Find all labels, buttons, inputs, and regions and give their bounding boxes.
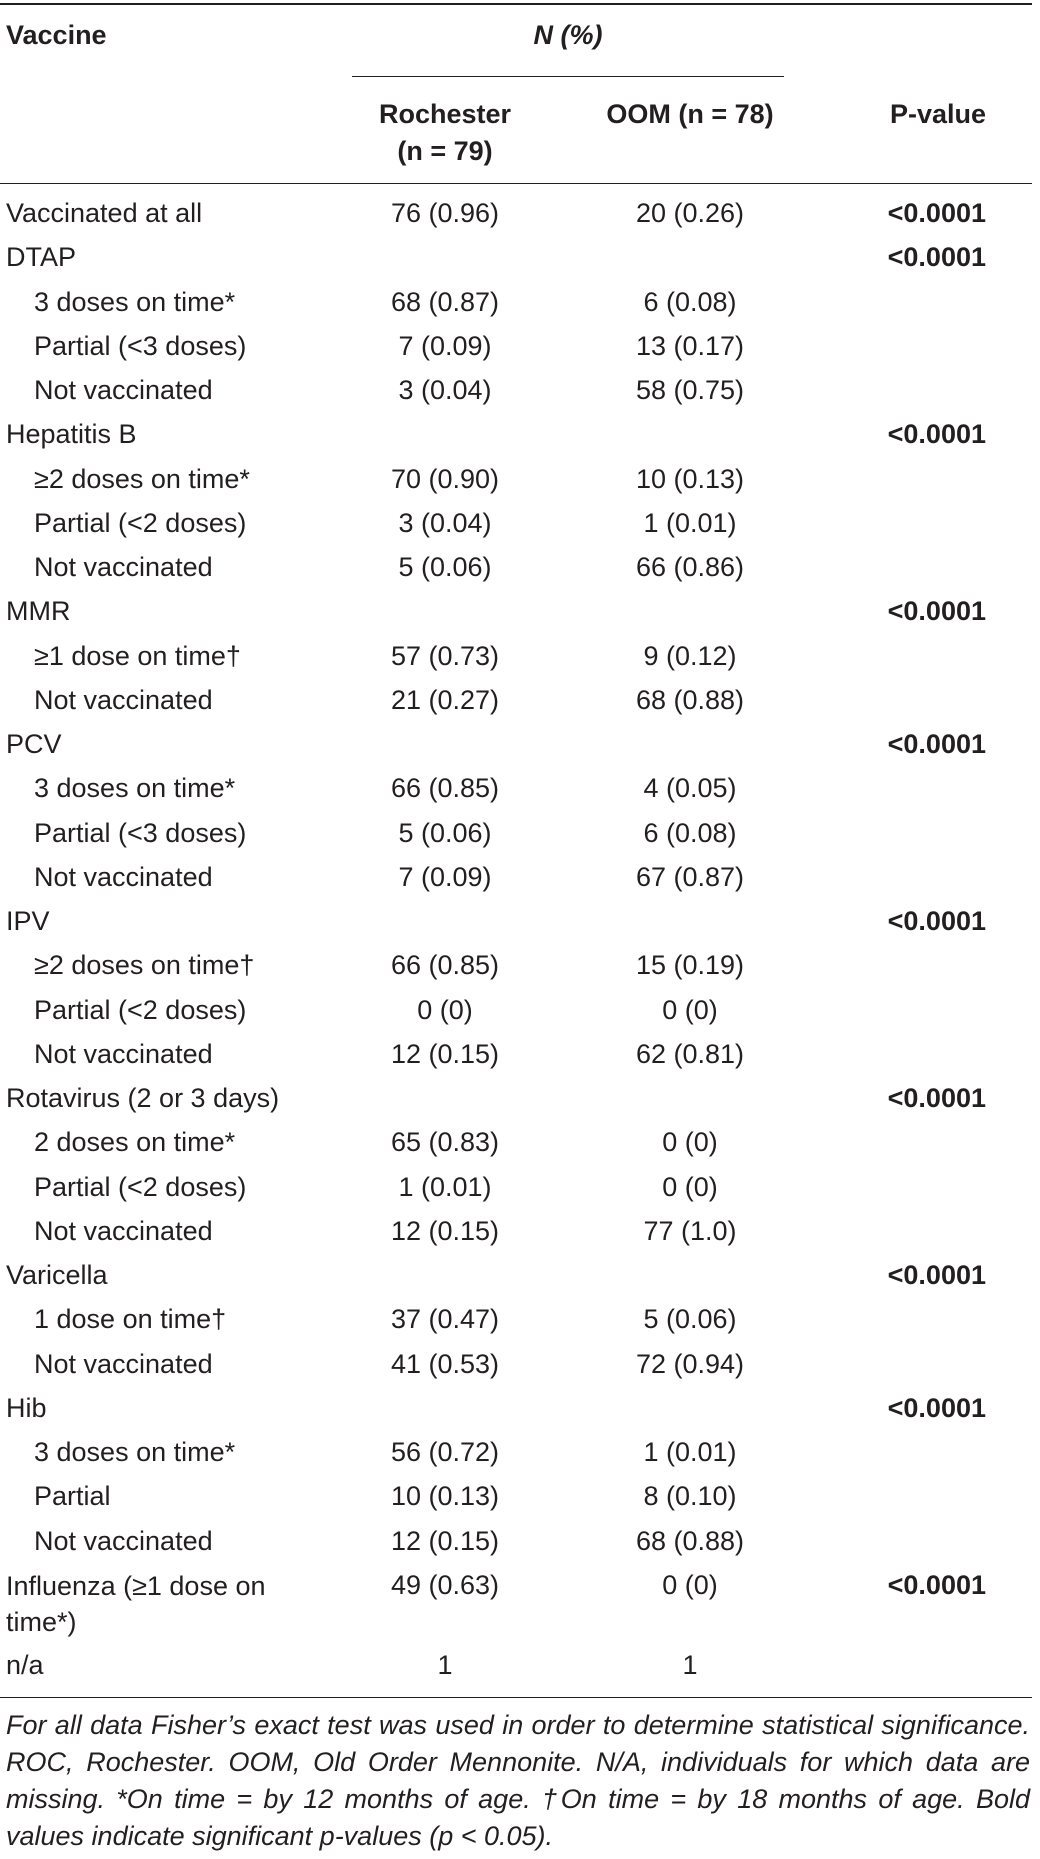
row-pvalue: <0.0001	[887, 1392, 986, 1423]
row-label: Hepatitis B	[6, 419, 137, 450]
row-label: Varicella	[6, 1260, 108, 1290]
row-pvalue: <0.0001	[887, 1569, 986, 1600]
row-rochester-value: 65 (0.83)	[390, 1127, 500, 1158]
row-rochester-value: 68 (0.87)	[390, 286, 500, 317]
row-rochester-value: 56 (0.72)	[390, 1437, 500, 1467]
row-oom-value: 1	[682, 1650, 698, 1680]
row-oom-value: 13 (0.17)	[635, 330, 745, 361]
row-rochester-value: 70 (0.90)	[390, 463, 500, 494]
row-oom-value: 68 (0.88)	[635, 1525, 745, 1556]
row-rochester-value: 0 (0)	[417, 994, 473, 1025]
row-label: Rotavirus (2 or 3 days)	[6, 1083, 280, 1113]
row-label: Not vaccinated	[34, 1038, 213, 1069]
row-oom-value: 9 (0.12)	[643, 640, 737, 671]
header-vaccine: Vaccine	[6, 20, 107, 50]
row-rochester-value: 12 (0.15)	[390, 1525, 500, 1556]
row-rochester-value: 66 (0.85)	[390, 773, 500, 804]
row-label: Partial (<2 doses)	[34, 994, 247, 1025]
row-pvalue: <0.0001	[887, 198, 986, 228]
row-oom-value: 72 (0.94)	[635, 1348, 745, 1379]
row-label: DTAP	[6, 242, 77, 273]
row-rochester-value: 66 (0.85)	[390, 950, 500, 981]
row-label: n/a	[6, 1650, 44, 1680]
row-rochester-value: 5 (0.06)	[398, 552, 492, 582]
row-oom-value: 20 (0.26)	[635, 198, 745, 228]
row-label: Hib	[6, 1392, 47, 1423]
row-rochester-value: 57 (0.73)	[390, 640, 500, 671]
row-label: IPV	[6, 906, 50, 936]
row-rochester-value: 5 (0.06)	[398, 817, 492, 848]
row-oom-value: 8 (0.10)	[643, 1481, 737, 1512]
header-rochester-line2: (n = 79)	[397, 136, 493, 166]
row-oom-value: 0 (0)	[662, 994, 718, 1025]
row-oom-value: 4 (0.05)	[643, 773, 737, 804]
row-label: 3 doses on time*	[34, 286, 236, 317]
row-label: Influenza (≥1 dose on time*)	[6, 1570, 266, 1637]
row-label: ≥1 dose on time†	[34, 640, 241, 671]
row-label: PCV	[6, 729, 62, 759]
row-label: Not vaccinated	[34, 552, 213, 582]
row-oom-value: 0 (0)	[662, 1127, 718, 1158]
row-oom-value: 1 (0.01)	[643, 507, 737, 538]
row-label: Not vaccinated	[34, 861, 213, 892]
row-oom-value: 5 (0.06)	[643, 1304, 737, 1335]
row-oom-value: 15 (0.19)	[635, 950, 745, 981]
row-label: Partial (<2 doses)	[34, 507, 247, 538]
row-rochester-value: 10 (0.13)	[390, 1481, 500, 1512]
row-label: 1 dose on time†	[34, 1304, 227, 1335]
row-oom-value: 62 (0.81)	[635, 1038, 745, 1069]
row-pvalue: <0.0001	[887, 419, 986, 450]
header-pvalue: P-value	[889, 99, 986, 129]
table-bottom-rule	[0, 1697, 1032, 1698]
row-rochester-value: 7 (0.09)	[398, 330, 492, 361]
row-label: Partial	[34, 1481, 111, 1512]
row-oom-value: 77 (1.0)	[643, 1215, 737, 1246]
header-bottom-rule	[0, 183, 1032, 184]
row-oom-value: 66 (0.86)	[635, 552, 745, 582]
row-rochester-value: 7 (0.09)	[398, 861, 492, 892]
header-oom: OOM (n = 78)	[606, 99, 774, 129]
row-pvalue: <0.0001	[887, 596, 986, 627]
row-label: ≥2 doses on time*	[34, 463, 250, 494]
row-label: MMR	[6, 596, 71, 627]
row-oom-value: 67 (0.87)	[635, 861, 745, 892]
row-label: Not vaccinated	[34, 1215, 213, 1246]
row-oom-value: 10 (0.13)	[635, 463, 745, 494]
row-label: Vaccinated at all	[6, 198, 203, 228]
row-oom-value: 58 (0.75)	[635, 375, 745, 405]
row-rochester-value: 41 (0.53)	[390, 1348, 500, 1379]
header-sub-rule	[352, 76, 784, 77]
row-rochester-value: 12 (0.15)	[390, 1038, 500, 1069]
table-footnote: For all data Fisher’s exact test was used in order to determine statistical significance. ROC, Rochester. OOM, Old Order Mennonite. N/A, individuals for which data are missing. *On time = by 12 months of age. †On time = by 18 months of age. Bold values indicate significant p-values (p < 0.05).	[6, 1710, 1030, 1851]
row-label: Not vaccinated	[34, 375, 213, 405]
row-oom-value: 68 (0.88)	[635, 684, 745, 715]
row-rochester-value: 3 (0.04)	[398, 375, 492, 405]
row-label: Partial (<3 doses)	[34, 330, 247, 361]
row-label: Partial (<2 doses)	[34, 1171, 247, 1202]
row-label: 3 doses on time*	[34, 773, 236, 804]
row-oom-value: 0 (0)	[662, 1569, 718, 1600]
row-rochester-value: 21 (0.27)	[390, 684, 500, 715]
row-pvalue: <0.0001	[887, 729, 986, 759]
row-label: Not vaccinated	[34, 684, 213, 715]
row-pvalue: <0.0001	[887, 242, 986, 273]
row-rochester-value: 12 (0.15)	[390, 1215, 500, 1246]
row-label: Not vaccinated	[34, 1525, 213, 1556]
row-label: 3 doses on time*	[34, 1437, 236, 1467]
header-rochester-line1: Rochester	[378, 99, 512, 129]
row-rochester-value: 3 (0.04)	[398, 507, 492, 538]
row-rochester-value: 1	[437, 1650, 453, 1680]
row-label: ≥2 doses on time†	[34, 950, 255, 981]
row-pvalue: <0.0001	[887, 1083, 986, 1113]
row-rochester-value: 49 (0.63)	[390, 1569, 500, 1600]
row-rochester-value: 76 (0.96)	[390, 198, 500, 228]
row-pvalue: <0.0001	[887, 906, 986, 936]
row-label: Partial (<3 doses)	[34, 817, 247, 848]
row-label: Not vaccinated	[34, 1348, 213, 1379]
row-rochester-value: 1 (0.01)	[398, 1171, 492, 1202]
row-oom-value: 6 (0.08)	[643, 286, 737, 317]
row-oom-value: 6 (0.08)	[643, 817, 737, 848]
row-oom-value: 1 (0.01)	[643, 1437, 737, 1467]
row-rochester-value: 37 (0.47)	[390, 1304, 500, 1335]
table-top-rule	[0, 3, 1032, 5]
header-n-pct: N (%)	[533, 20, 603, 50]
row-oom-value: 0 (0)	[662, 1171, 718, 1202]
row-label: 2 doses on time*	[34, 1127, 236, 1158]
row-pvalue: <0.0001	[887, 1260, 986, 1290]
